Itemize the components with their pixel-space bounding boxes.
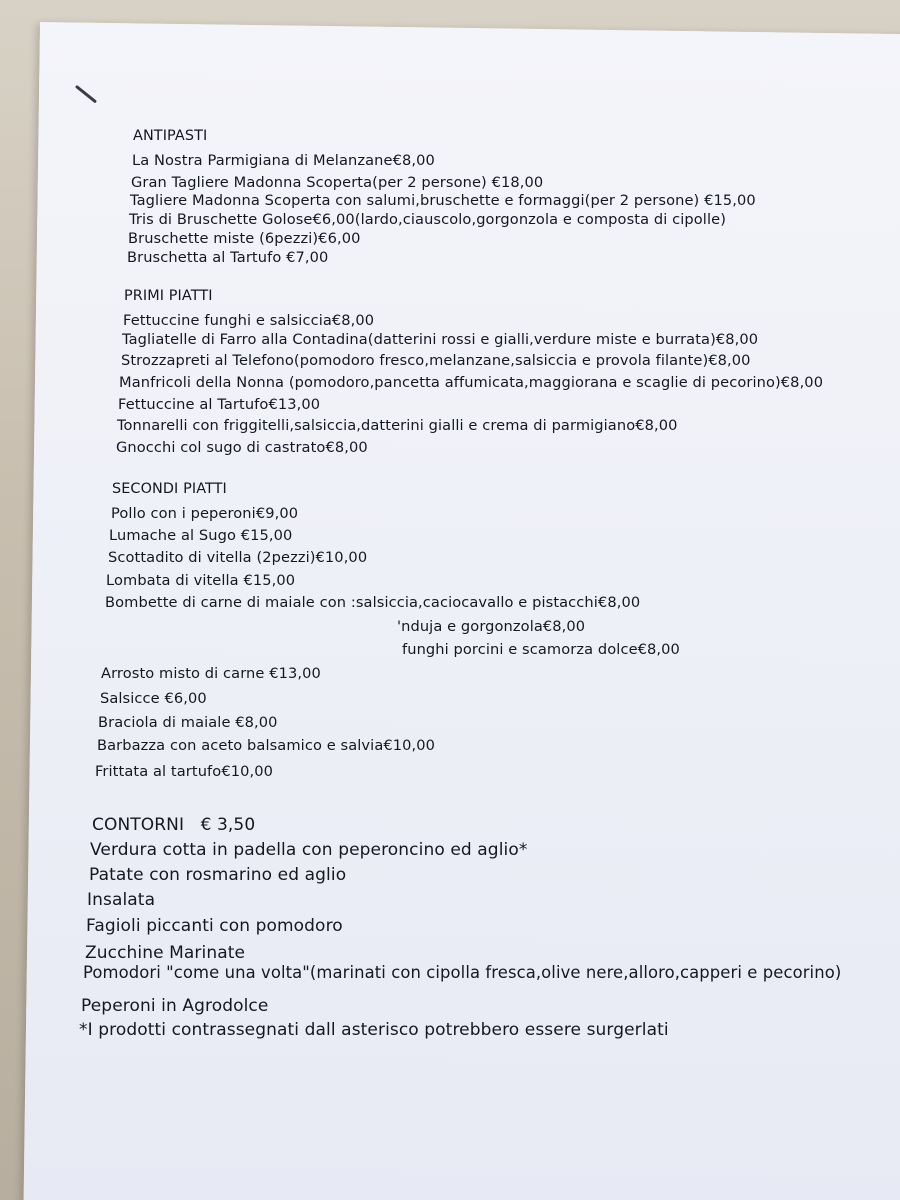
menu-item: Insalata [87,890,156,910]
menu-item: Fettuccine al Tartufo€13,00 [118,396,321,413]
menu-item: Manfricoli della Nonna (pomodoro,pancetta affumicata,maggiorana e scaglie di pecorino)€8,00 [119,374,824,391]
menu-item: Strozzapreti al Telefono(pomodoro fresco,melanzane,salsiccia e provola filante)€8,00 [121,352,751,369]
menu-item: Peperoni in Agrodolce [81,996,269,1016]
menu-item: Frittata al tartufo€10,00 [95,763,273,780]
staple [75,85,97,104]
menu-item: Patate con rosmarino ed aglio [89,865,347,885]
menu-item-variant: funghi porcini e scamorza dolce€8,00 [402,641,680,658]
menu-item: Pomodori "come una volta"(marinati con cipolla fresca,olive nere,alloro,capperi e pecorino) [83,963,842,982]
section-heading-contorni: CONTORNI € 3,50 [92,815,256,835]
menu-item: Lombata di vitella €15,00 [106,572,296,589]
menu-item-variant: 'nduja e gorgonzola€8,00 [397,618,586,635]
menu-item: Fagioli piccanti con pomodoro [86,916,343,936]
menu-item: Bruschetta al Tartufo €7,00 [127,249,329,266]
menu-item: Arrosto misto di carne €13,00 [101,665,321,682]
menu-item: Barbazza con aceto balsamico e salvia€10,00 [97,737,436,754]
section-heading-antipasti: ANTIPASTI [133,128,208,144]
menu-item: Pollo con i peperoni€9,00 [111,505,299,522]
menu-item: Tagliatelle di Farro alla Contadina(datterini rossi e gialli,verdure miste e burrata)€8,00 [122,331,759,348]
menu-item: Braciola di maiale €8,00 [98,714,278,731]
footnote: *I prodotti contrassegnati dall asterisco potrebbero essere surgerlati [79,1020,669,1040]
menu-item: Gnocchi col sugo di castrato€8,00 [116,439,368,456]
menu-item: Scottadito di vitella (2pezzi)€10,00 [108,549,368,566]
section-heading-secondi: SECONDI PIATTI [112,481,227,497]
menu-item: Bombette di carne di maiale con :salsiccia,caciocavallo e pistacchi€8,00 [105,594,641,611]
menu-item: Zucchine Marinate [85,943,246,963]
menu-item: Tonnarelli con friggitelli,salsiccia,datterini gialli e crema di parmigiano€8,00 [117,417,678,434]
menu-item: Bruschette miste (6pezzi)€6,00 [128,230,361,247]
menu-item: Fettuccine funghi e salsiccia€8,00 [123,312,375,329]
menu-item: Lumache al Sugo €15,00 [109,527,293,544]
menu-item: Verdura cotta in padella con peperoncino ed aglio* [90,840,528,860]
menu-item: Tris di Bruschette Golose€6,00(lardo,ciauscolo,gorgonzola e composta di cipolle) [129,211,726,228]
menu-item: La Nostra Parmigiana di Melanzane€8,00 [132,152,435,169]
menu-item: Salsicce €6,00 [100,690,207,707]
menu-item: Tagliere Madonna Scoperta con salumi,bruschette e formaggi(per 2 persone) €15,00 [130,192,756,209]
menu-item: Gran Tagliere Madonna Scoperta(per 2 persone) €18,00 [131,174,544,191]
section-heading-primi: PRIMI PIATTI [124,288,213,304]
